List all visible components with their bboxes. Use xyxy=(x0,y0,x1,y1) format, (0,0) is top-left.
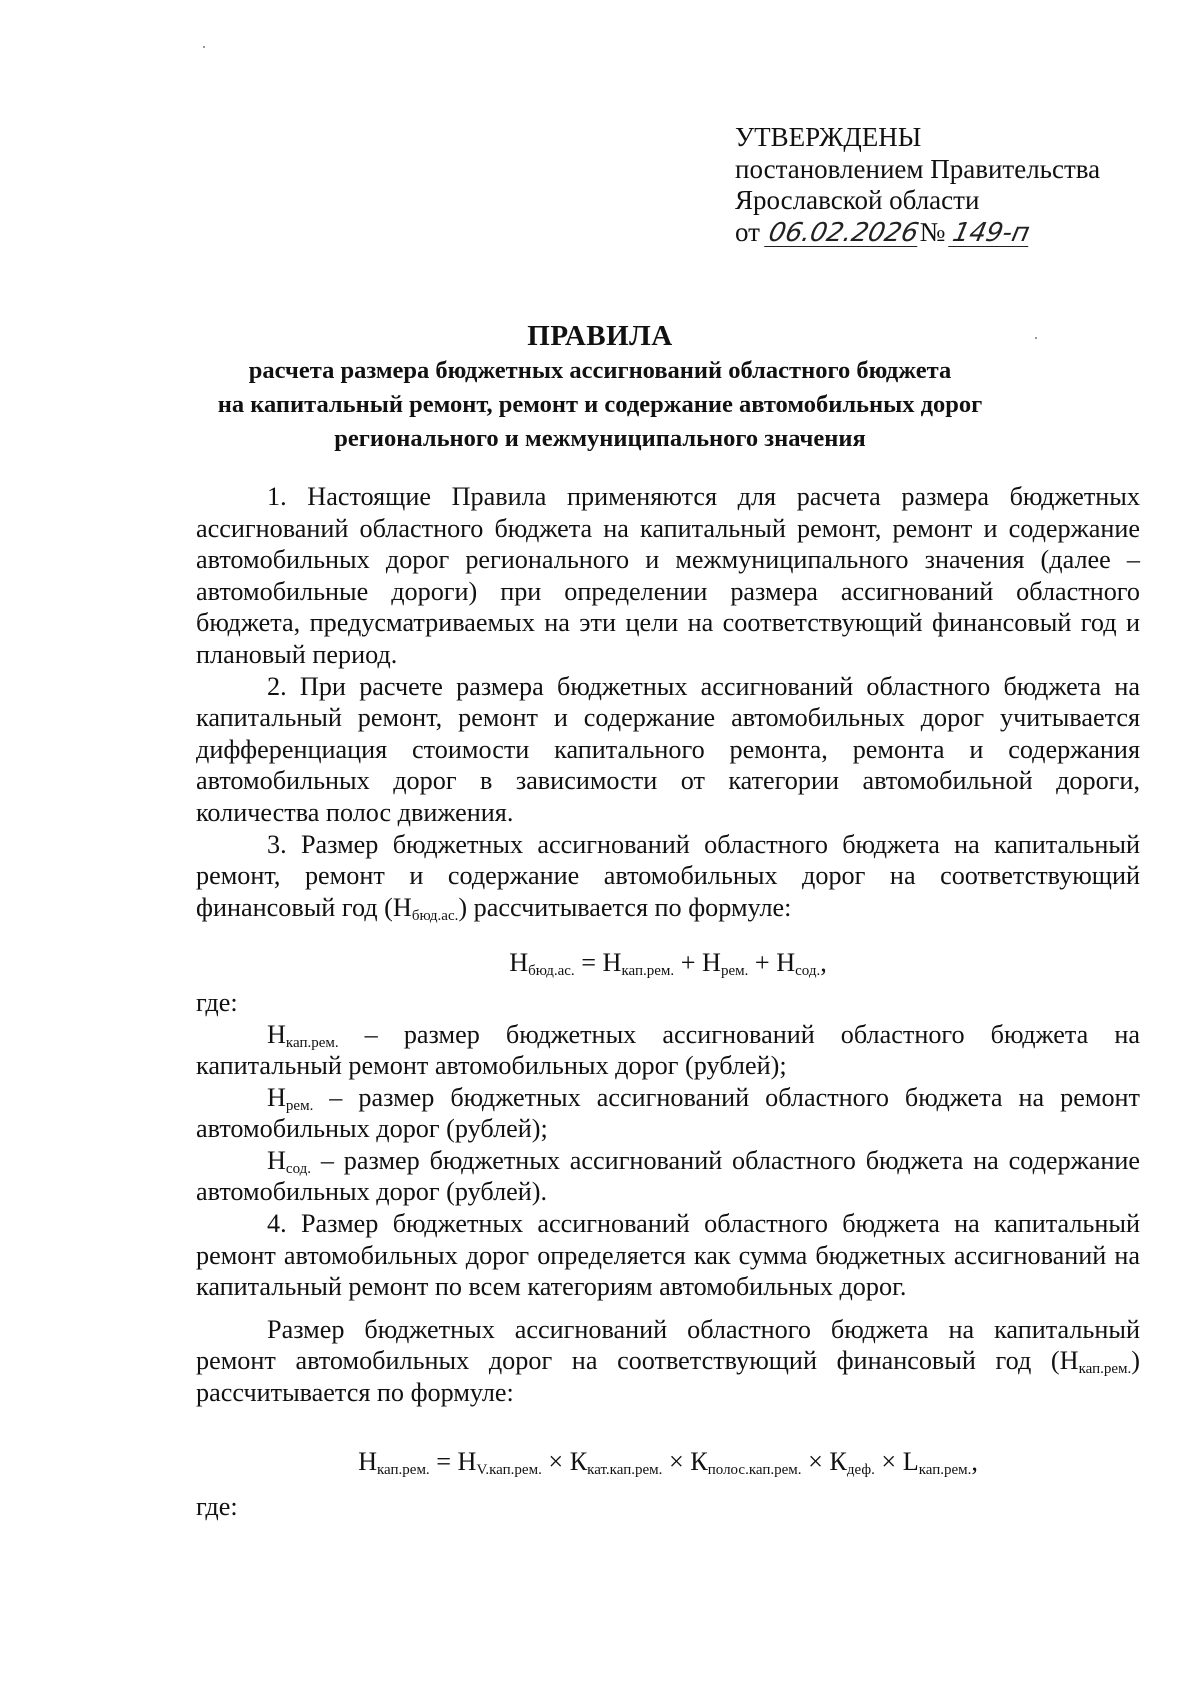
title-line: расчета размера бюджетных ассигнований областного бюджета xyxy=(248,357,952,384)
paragraph-4: 4. Размер бюджетных ассигнований областного бюджета на капитальный ремонт автомобильных дорог определяется как сумма бюджетных ассигнований на капитальный ремонт по всем категориям автомобильных дорог. xyxy=(196,1209,1140,1302)
paragraph-5: Размер бюджетных ассигнований областного бюджета на капитальный ремонт автомобильных дорог на соответствующий финансовый год $(Н_{кап.рем.})$ рассчитывается по формуле: xyxy=(196,1314,1140,1408)
handwritten-number: 149-п xyxy=(950,217,1033,248)
paragraph-2: 2. При расчете размера бюджетных ассигнований областного бюджета на капитальный ремонт, ремонт и содержание автомобильных дорог учитывается дифференциация стоимости капитального ремонта, ремонта и содержания автомобильных дорог в зависимости от категории автомобильной дороги, количества полос движения. xyxy=(196,671,1140,827)
approval-line: постановлением Правительства xyxy=(735,153,1101,184)
paragraph-1: 1. Настоящие Правила применяются для расчета размера бюджетных ассигнований областного бюджета на капитальный ремонт, ремонт и содержание автомобильных дорог регионального и межмуниципального значения (далее – автомобильные дороги) при определении размера ассигнований областного бюджета, предусматриваемых на эти цели на соответствующий финансовый год и плановый период. xyxy=(196,482,1140,669)
approval-date-line xyxy=(735,217,1100,249)
approval-block xyxy=(735,122,1100,248)
formula-capital-repair: $Н_{кап.рем.} = Н_{V.кап.рем.} \times К_{кат.кап.рем.} \times К_{полос.кап.рем.} \times К_{деф.} \times L_{кап.рем.}$, xyxy=(358,1446,978,1478)
definition-kap-rem: $Н_{кап.рем.}$ – размер бюджетных ассигнований областного бюджета на капитальный ремонт автомобильных дорог (рублей); xyxy=(196,1019,1140,1081)
paragraph-3: 3. Размер бюджетных ассигнований областного бюджета на капитальный ремонт, ремонт и содержание автомобильных дорог на соответствующий финансовый год $(Н_{бюд.ас.})$ рассчитывается по формуле: xyxy=(196,829,1140,924)
definition-rem: $Н_{рем.}$ – размер бюджетных ассигнований областного бюджета на ремонт автомобильных дорог (рублей); xyxy=(196,1082,1140,1144)
handwritten-date: 06.02.2026 xyxy=(765,217,921,248)
document-body xyxy=(196,481,1140,1523)
where-label: где: xyxy=(196,987,238,1017)
approval-heading: УТВЕРЖДЕНЫ xyxy=(735,122,922,152)
definition-sod: $Н_{сод.}$ – размер бюджетных ассигнований областного бюджета на содержание автомобильных дорог (рублей). xyxy=(196,1145,1140,1207)
scan-speck xyxy=(203,46,205,48)
title-heading: ПРАВИЛА xyxy=(527,320,673,352)
title-line: регионального и межмуниципального значения xyxy=(334,425,866,452)
formula-total: $Н_{бюд.ас.} = Н_{кап.рем.} + Н_{рем.} + Н_{сод.}$, xyxy=(509,948,827,980)
approval-line: Ярославской области xyxy=(735,185,980,215)
number-sign: № xyxy=(919,216,946,247)
title-line: на капитальный ремонт, ремонт и содержание автомобильных дорог xyxy=(217,391,983,418)
date-prefix: от xyxy=(735,216,760,247)
document-title xyxy=(0,318,1200,456)
where-label: где: xyxy=(196,1492,238,1522)
